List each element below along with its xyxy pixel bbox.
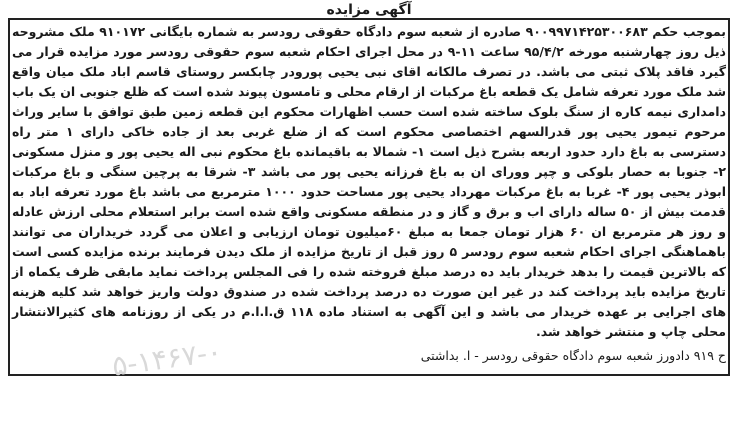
notice-body: بموجب حکم ۹۰۰۹۹۷۱۴۲۵۳۰۰۶۸۳ صادره از شعبه سوم دادگاه حقوقی رودسر به شماره بایگانی ۹۱۰۱۷۲ ملک مشروحه ذیل روز چهارشنبه مورخه ۹۵/۴/۲ ساعت ۱۱-۹ در محل اجرای احکام شعبه سوم حقوقی رودسر مورد مزایده قرار می گیرد فاقد پلاک ثبتی می باشد. در تصرف مالکانه اقای نبی یحیی پورودر چابکسر روستای قاسم اباد ملک میان واقع شد ملک مورد تعرفه شامل یک قطعه باغ مرکبات از ارقام محلی و تامسون پیوند شده است که ظلع جنوبی ان یک باب دامداری نیمه کاره از سنگ بلوک ساخته شده است حسب اظهارات محکوم این قطعه زمین طبق توافق با سایر وراث مرحوم تیمور یحیی پور قدرالسهم اختصاصی محکوم است که از ضلع غربی بعد از جاده خاکی دارای ۱ متر راه دسترسی به باغ دارد حدود اربعه بشرح ذیل است ۱- شمالا به باقیمانده باغ محکوم نبی اله یحیی پور و منزل مسکونی ۲- جنوبا به حصار بلوکی و چپر وورای ان به باغ فرزانه یحیی پور می باشد ۳- شرقا به پرچین سنگی و باغ مرکبات ابوذر یحیی پور ۴- غربا به باغ مرکبات مهرداد یحیی پور مساحت حدود ۱۰۰۰ مترمربع می باشد باغ مورد تعرفه اباد به قدمت بیش از ۵۰ ساله دارای اب و برق و گاز و در منطقه مسکونی واقع شده است برابر استعلام محلی ارزش عادله و روز هر مترمربع ان ۶۰ هزار تومان جمعا به مبلغ ۶۰میلیون تومان ارزیابی و اعلان می گردد خریداران می توانند باهماهنگی اجرای احکام شعبه سوم رودسر ۵ روز قبل از تاریخ مزایده از ملک دیدن فرمایند برنده مزایده کسی است که بالاترین قیمت را بدهد خریدار باید ده درصد مبلغ فروخته شده را فی المجلس پرداخت نماید مابقی ظرف یکماه از تاریخ مزایده باید پرداخت کند در غیر این صورت ده درصد پرداخت شده در صندوق دولت واریز خواهد شد کلیه هزینه های اجرایی بر عهده خریدار می باشد و این آگهی به استناد ماده ۱۱۸ ق.ا.ا.م در یکی از روزنامه های کثیرالانتشار محلی چاپ و منتشر خواهد شد. [12, 24, 727, 339]
watermark: ۵-۱۴۶۷-۰ [110, 334, 224, 383]
notice-title: آگهی مزایده [326, 2, 412, 18]
notice-footer: ح ۹۱۹ دادورز شعبه سوم دادگاه حقوقی رودسر - ا. بداشتی [420, 348, 726, 363]
